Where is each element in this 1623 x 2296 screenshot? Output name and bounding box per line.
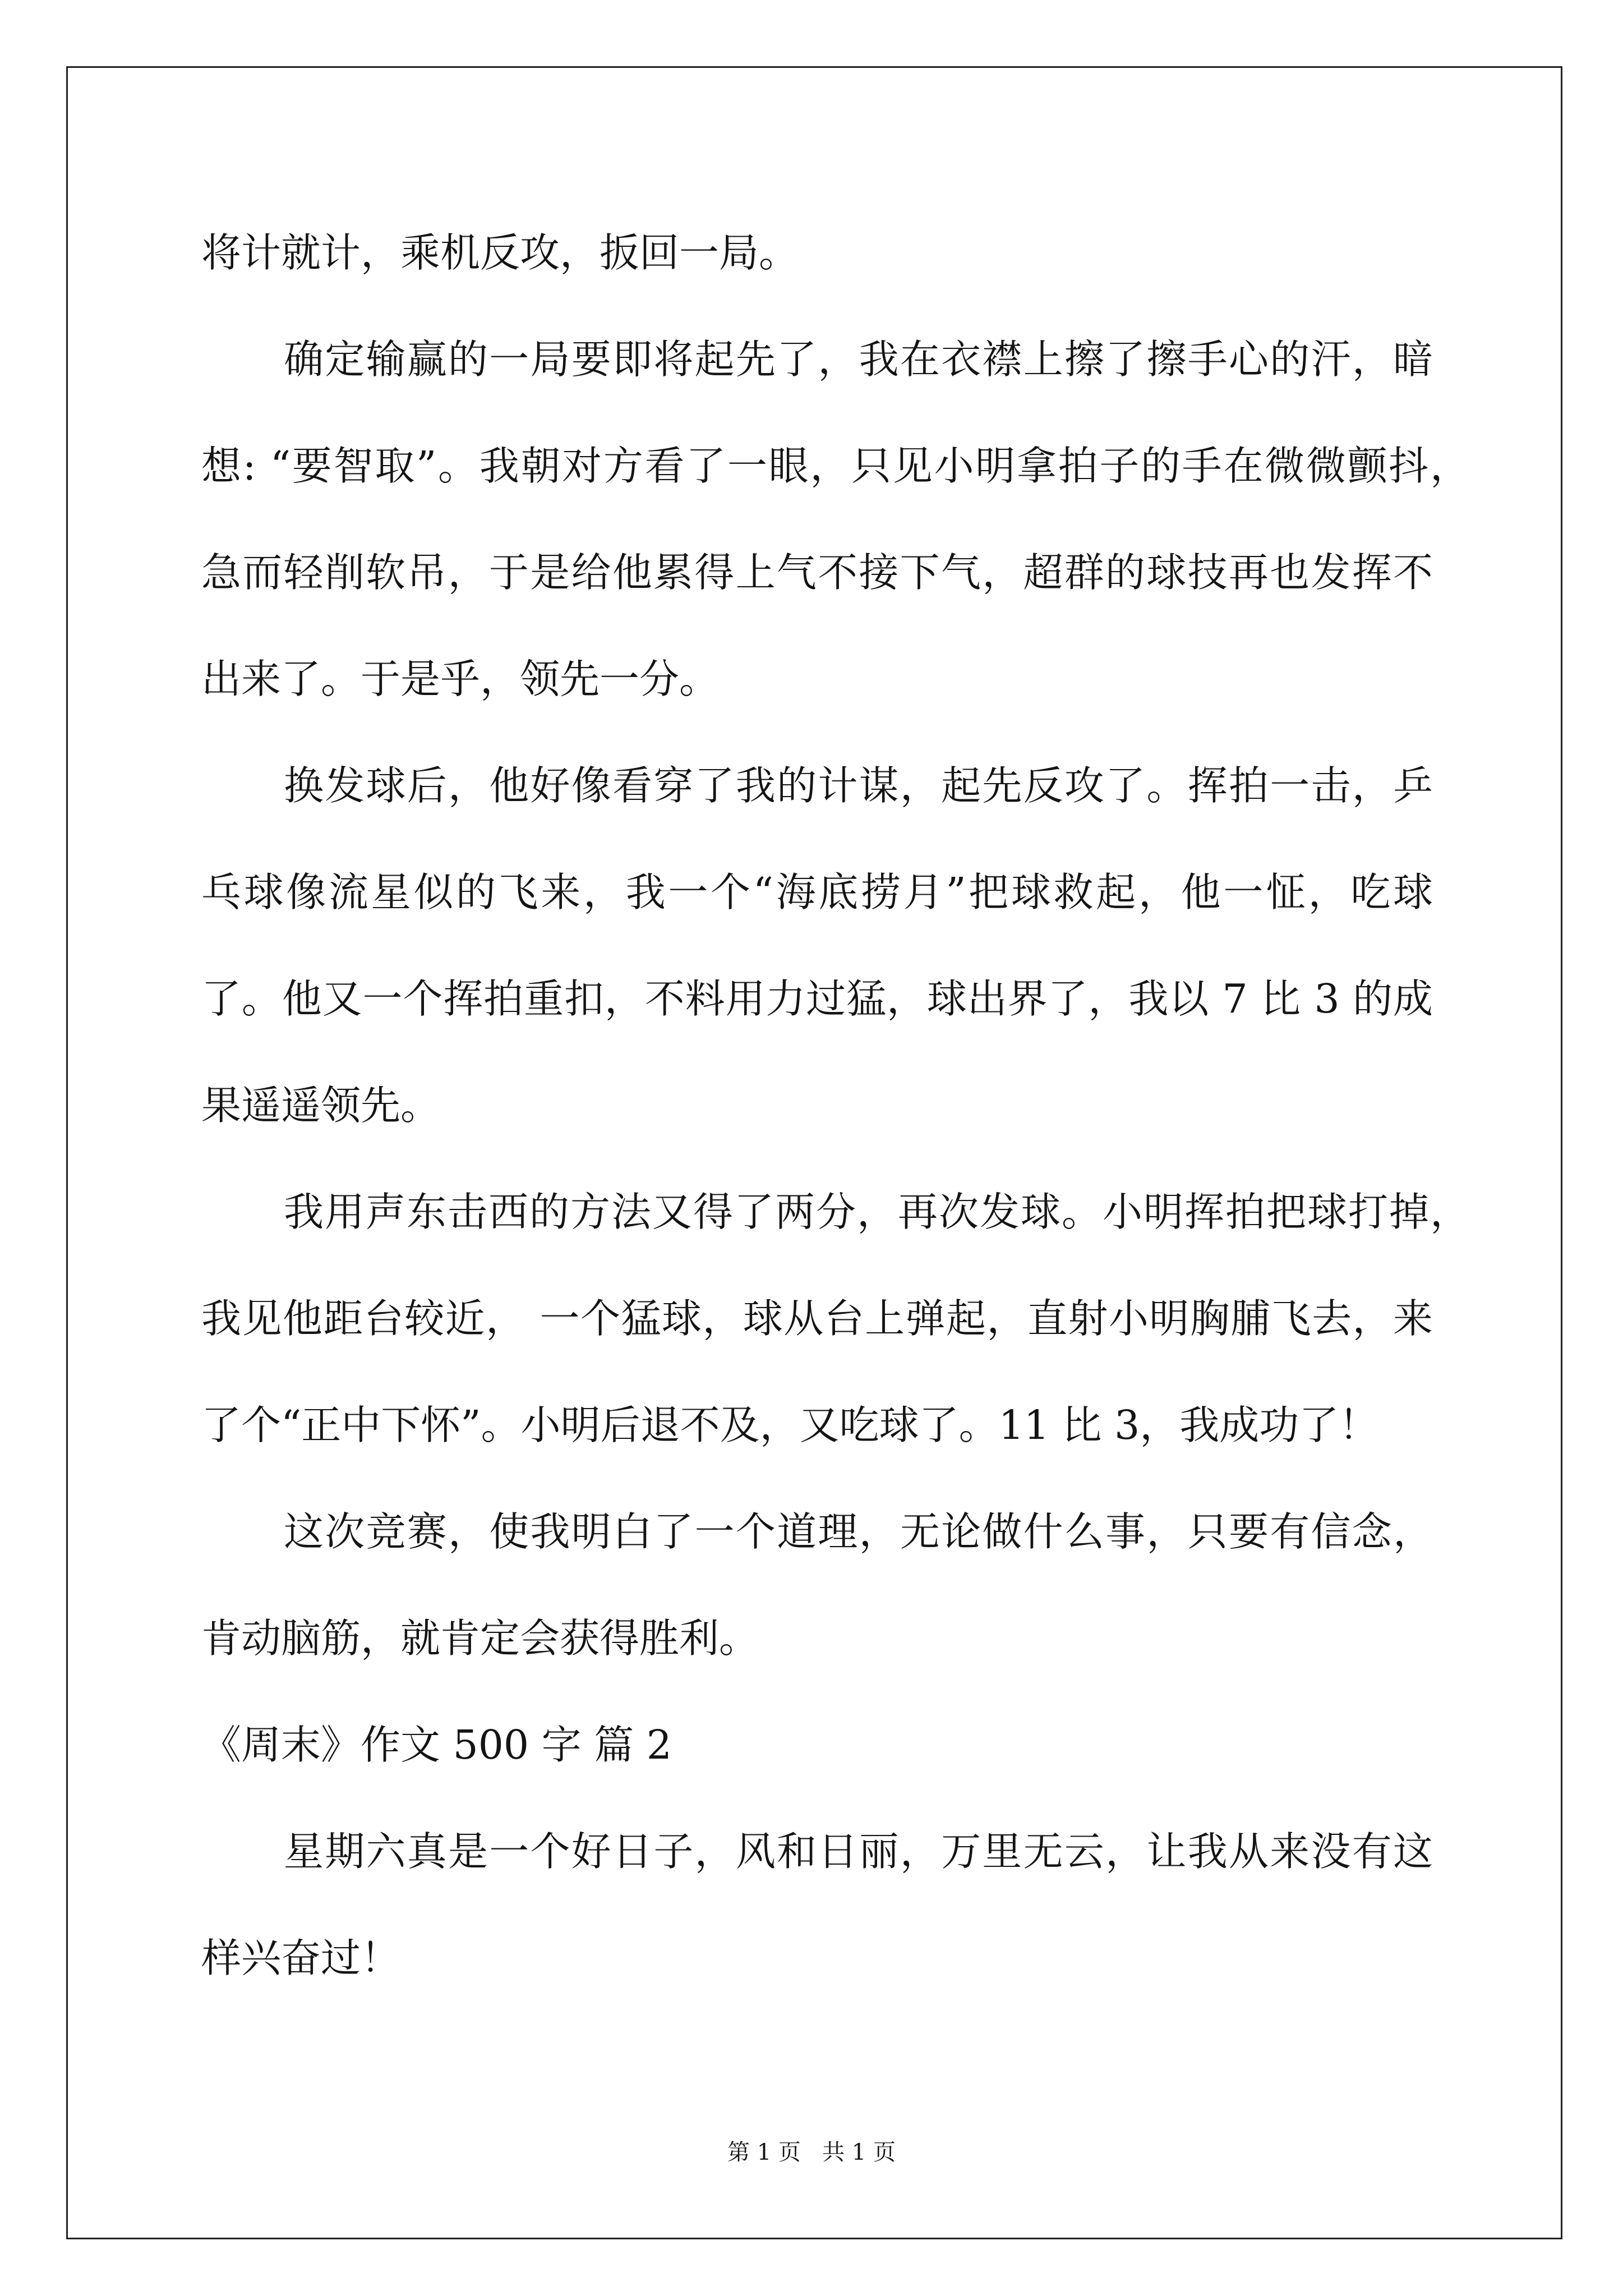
page-number-footer: 第 1 页 共 1 页 [727,2139,896,2165]
text-line: 了。他又一个挥拍重扣，不料用力过猛，球出界了，我以 7 比 3 的成 [201,976,1433,1022]
paragraph [201,200,1491,306]
text-line: 乓球像流星似的飞来，我一个“海底捞月”把球救起，他一怔，吃球 [201,869,1433,915]
text-line: 出来了。于是乎，领先一分。 [201,656,720,702]
paragraph [201,306,1491,733]
paragraph [201,1479,1491,1692]
text-line: 星期六真是一个好日子，风和日丽，万里无云，让我从来没有这 [284,1828,1433,1875]
text-line: 我用声东击西的方法又得了两分，再次发球。小明挥拍把球打掉， [284,1189,1470,1235]
paragraph [201,1159,1491,1479]
paragraph [201,1798,1491,2012]
paragraph [201,733,1491,1159]
text-line: 这次竞赛，使我明白了一个道理，无论做什么事，只要有信念， [284,1508,1433,1555]
text-line: 我见他距台较近， 一个猛球，球从台上弹起，直射小明胸脯飞去，来 [201,1295,1433,1342]
text-line: 确定输赢的一局要即将起先了，我在衣襟上擦了擦手心的汗，暗 [284,336,1433,383]
text-line: 换发球后，他好像看穿了我的计谋，起先反攻了。挥拍一击，乒 [284,762,1433,809]
text-line: 急而轻削软吊，于是给他累得上气不接下气，超群的球技再也发挥不 [201,549,1433,596]
section-heading: 《周末》作文 500 字 篇 2 [201,1722,672,1768]
text-line: 肯动脑筋，就肯定会获得胜利。 [201,1615,759,1662]
text-line: 将计就计，乘机反攻，扳回一局。 [201,229,799,276]
text-line: 了个“正中下怀”。小明后退不及，又吃球了。11 比 3，我成功了！ [201,1402,1379,1448]
document-body [201,200,1491,2012]
text-line: 果遥遥领先。 [201,1082,441,1129]
text-line: 样兴奋过！ [201,1935,401,1981]
text-line: 想: “要智取”。我朝对方看了一眼，只见小明拿拍子的手在微微颤抖， [201,443,1470,489]
